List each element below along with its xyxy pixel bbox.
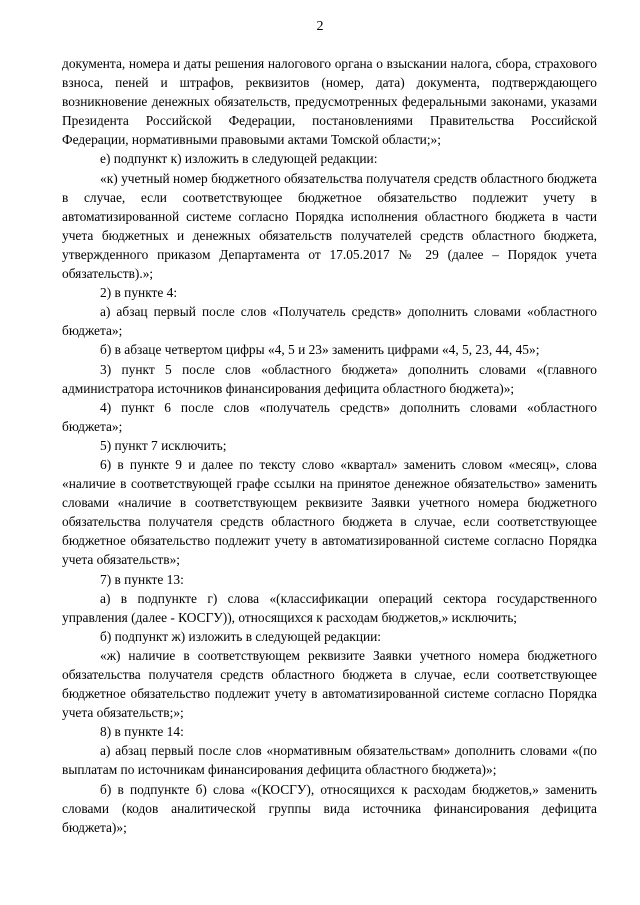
paragraph: а) в подпункте г) слова «(классификации операций сектора государственного управления (далее - КОСГУ)), относящихся к расходам бюджетов,» исключить; <box>62 590 597 625</box>
paragraph: б) в абзаце четвертом цифры «4, 5 и 23» заменить цифрами «4, 5, 23, 44, 45»; <box>100 342 540 358</box>
paragraph: 5) пункт 7 исключить; <box>100 437 227 453</box>
paragraph: «к) учетный номер бюджетного обязательства получателя средств областного бюджета в случае, если соответствующее бюджетное обязательство подлежит учету в автоматизированной системе согласно Порядка исполнения областного бюджета в части учета бюджетных и денежных обязательств получателей средств областного бюджета, утвержденного приказом Департамента от 17.05.2017 № 29 (далее – Порядок учета обязательств).»; <box>62 170 597 282</box>
paragraph: а) абзац первый после слов «нормативным обязательствам» дополнить словами «(по выплатам по источникам финансирования дефицита областного бюджета)»; <box>62 743 597 778</box>
paragraph: 2) в пункте 4: <box>100 285 178 301</box>
paragraph: б) подпункт ж) изложить в следующей редакции: <box>100 628 382 644</box>
paragraph: 6) в пункте 9 и далее по тексту слово «квартал» заменить словом «месяц», слова «наличие в соответствующей графе ссылки на принятое денежное обязательство» заменить словами «наличие в соответствующем реквизите Заявки учетного номера бюджетного обязательства получателя средств областного бюджета в случае, если соответствующее бюджетное обязательство подлежит учету в автоматизированной системе согласно Порядка учета обязательств»; <box>62 456 597 568</box>
paragraph: а) абзац первый после слов «Получатель средств» дополнить словами «областного бюджета»; <box>62 304 597 339</box>
paragraph: б) в подпункте б) слова «(КОСГУ), относящихся к расходам бюджетов,» заменить словами (кодов аналитической группы вида источника финансирования дефицита бюджета)»; <box>62 781 597 835</box>
paragraph: е) подпункт к) изложить в следующей редакции: <box>100 151 378 167</box>
document-body <box>62 54 597 837</box>
paragraph: 8) в пункте 14: <box>100 724 184 740</box>
paragraph: документа, номера и даты решения налогового органа о взыскании налога, сбора, страхового взноса, пеней и штрафов, реквизитов (номер, дата) документа, подтверждающего возникновение денежных обязательств, предусмотренных федеральными законами, указами Президента Российской Федерации, постановлениями Правительства Российской Федерации, нормативными правовыми актами Томской области;»; <box>62 56 597 148</box>
paragraph: 4) пункт 6 после слов «получатель средств» дополнить словами «областного бюджета»; <box>62 399 597 434</box>
paragraph: 3) пункт 5 после слов «областного бюджета» дополнить словами «(главного администратора источников финансирования дефицита областного бюджета)»; <box>62 361 597 396</box>
paragraph: 7) в пункте 13: <box>100 571 184 587</box>
page-number: 2 <box>316 19 324 34</box>
paragraph: «ж) наличие в соответствующем реквизите Заявки учетного номера бюджетного обязательства получателя средств областного бюджета в случае, если соответствующее бюджетное обязательство подлежит учету в автоматизированной системе согласно Порядка учета обязательств;»; <box>62 647 597 721</box>
